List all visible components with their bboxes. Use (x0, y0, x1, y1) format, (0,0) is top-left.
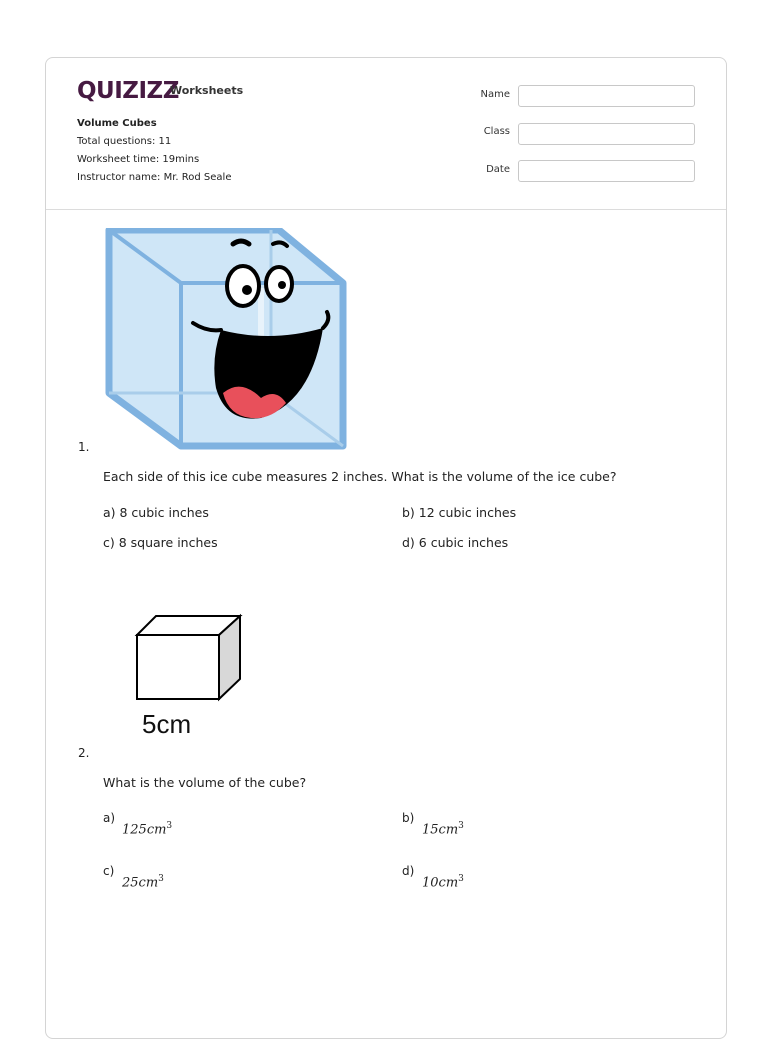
name-field[interactable] (518, 85, 695, 107)
question-1-number: 1. (78, 440, 90, 454)
question-2-option-a-value[interactable]: $125cm^3$ (122, 821, 173, 838)
question-2-option-c-letter[interactable]: c) (103, 864, 115, 878)
class-field[interactable] (518, 123, 695, 145)
date-label: Date (486, 164, 510, 175)
ice-cube-image (101, 228, 351, 453)
question-2-option-d-letter[interactable]: d) (402, 864, 415, 878)
worksheet-time: Worksheet time: 19mins (77, 154, 200, 165)
quizizz-logo: QUIZIZZ (77, 78, 179, 104)
class-label: Class (483, 126, 510, 137)
question-2-option-a-letter[interactable]: a) (103, 811, 116, 825)
date-field[interactable] (518, 160, 695, 182)
question-2-option-d-value[interactable]: $10cm^3$ (422, 874, 464, 891)
question-1-text: Each side of this ice cube measures 2 inches. What is the volume of the ice cube? (103, 469, 617, 484)
worksheet-title: Volume Cubes (77, 118, 157, 129)
worksheet-page (45, 57, 727, 1039)
cube-image (134, 613, 249, 708)
question-1-option-b[interactable]: b) 12 cubic inches (402, 505, 517, 520)
instructor-name: Instructor name: Mr. Rod Seale (77, 172, 232, 183)
logo-subtitle: Worksheets (170, 84, 244, 97)
question-1-option-c[interactable]: c) 8 square inches (103, 535, 218, 550)
worksheet-header (46, 58, 726, 210)
question-2-option-b-letter[interactable]: b) (402, 811, 415, 825)
question-2-option-c-value[interactable]: $25cm^3$ (122, 874, 164, 891)
name-label: Name (480, 89, 510, 100)
cube-side-label: 5cm (142, 709, 192, 739)
total-questions: Total questions: 11 (77, 136, 172, 147)
question-2-text: What is the volume of the cube? (103, 775, 307, 790)
question-2-option-b-value[interactable]: $15cm^3$ (422, 821, 464, 838)
question-1-option-d[interactable]: d) 6 cubic inches (402, 535, 509, 550)
question-1-option-a[interactable]: a) 8 cubic inches (103, 505, 209, 520)
question-2-number: 2. (78, 746, 90, 760)
